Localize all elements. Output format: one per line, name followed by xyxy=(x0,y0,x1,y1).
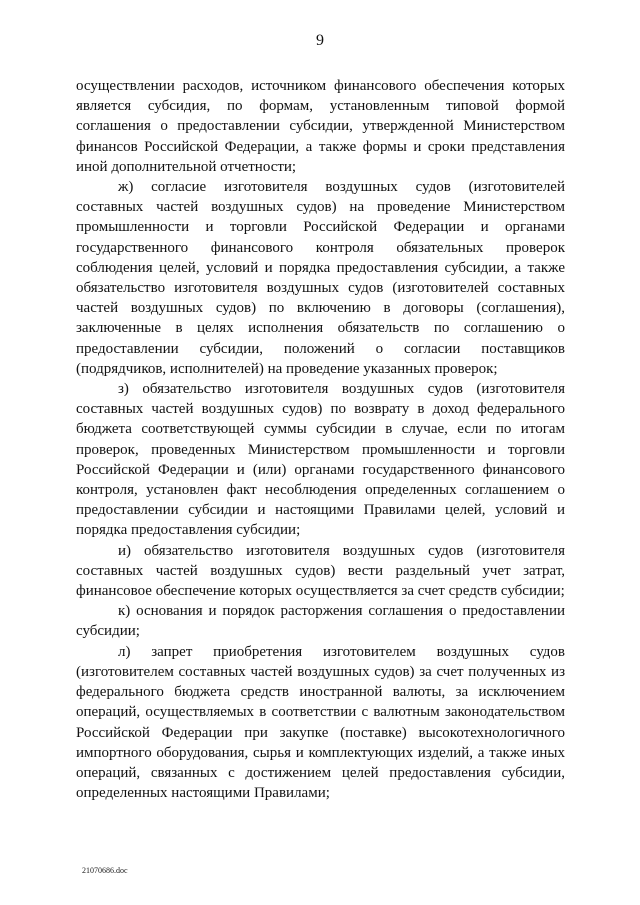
paragraph-item-i: и) обязательство изготовителя воздушных судов (изготовителя составных частей воздушных судов) вести раздельный учет затрат, финансовое обеспечение которых осуществляется за счет средств субсидии; xyxy=(76,542,565,600)
paragraph-item-zh: ж) согласие изготовителя воздушных судов (изготовителей составных частей воздушных судов) на проведение Министерством промышленности и торговли Российской Федерации и органами государственного финансового контроля обязательных проверок соблюдения целей, условий и порядка предоставления субсидии, а также обязательство изготовителя воздушных судов (изготовителей составных частей воздушных судов) по включению в договоры (соглашения), заключенные в целях исполнения обязательств по соглашению о предоставлении субсидии, положений о согласии поставщиков (подрядчиков, исполнителей) на проведение указанных проверок; xyxy=(76,179,565,377)
paragraph-continuation: осуществлении расходов, источником финансового обеспечения которых является субсидия, по формам, установленным типовой формой соглашения о предоставлении субсидии, утвержденной Министерством финансов Российской Федерации, а также формы и сроки представления иной дополнительной отчетности; xyxy=(76,78,565,175)
document-file-code: 21070686.doc xyxy=(82,866,128,875)
paragraph-item-l: л) запрет приобретения изготовителем воздушных судов (изготовителем составных частей воздушных судов) за счет полученных из федерального бюджета средств иностранной валюты, за исключением операций, осуществляемых в соответствии с валютным законодательством Российской Федерации при закупке (поставке) высокотехнологичного импортного оборудования, сырья и комплектующих изделий, а также иных операций, связанных с достижением целей предоставления субсидии, определенных настоящими Правилами; xyxy=(76,643,565,802)
paragraph-item-z: з) обязательство изготовителя воздушных судов (изготовителя составных частей воздушных судов) по возврату в доход федерального бюджета соответствующей суммы субсидии в случае, если по итогам проверок, проведенных Министерством промышленности и торговли Российской Федерации и (или) органами государственного финансового контроля, установлен факт несоблюдения определенных соглашением о предоставлении субсидии и настоящими Правилами целей, условий и порядка предоставления субсидии; xyxy=(76,381,565,539)
document-body xyxy=(76,76,565,803)
page-number: 9 xyxy=(316,32,324,49)
paragraph-item-k: к) основания и порядок расторжения соглашения о предоставлении субсидии; xyxy=(76,603,565,640)
